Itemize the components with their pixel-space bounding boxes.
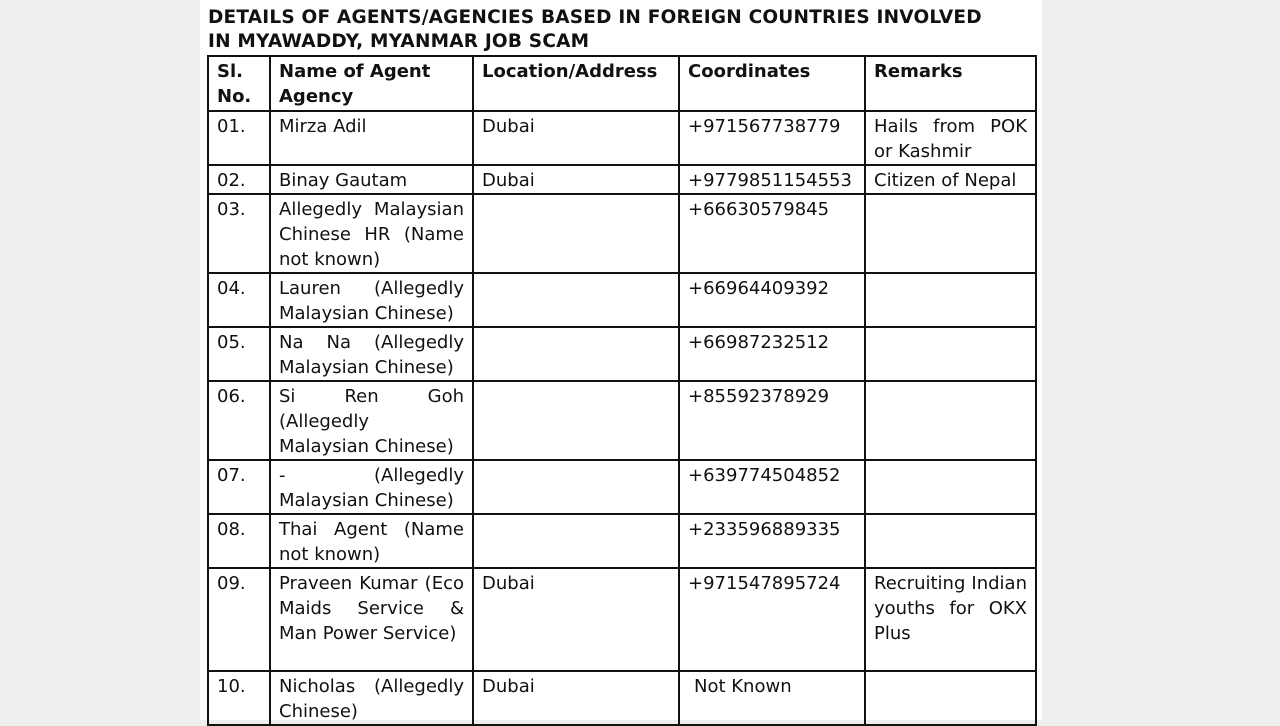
cell-coordinates: Not Known [679, 671, 865, 725]
cell-sl-no: 06. [208, 381, 270, 460]
cell-remarks: Citizen of Nepal [865, 165, 1036, 194]
table-row [208, 165, 1036, 194]
cell-sl-no: 01. [208, 111, 270, 165]
table-row [208, 194, 1036, 273]
agents-table [207, 55, 1037, 726]
header-remarks: Remarks [865, 56, 1036, 111]
cell-remarks [865, 327, 1036, 381]
cell-location: Dubai [473, 671, 679, 725]
cell-coordinates: +9779851154553 [679, 165, 865, 194]
cell-location [473, 381, 679, 460]
title-line-2: IN MYAWADDY, MYANMAR JOB SCAM [208, 31, 590, 52]
cell-sl-no: 10. [208, 671, 270, 725]
cell-name: Si Ren Goh (Allegedly Malaysian Chinese) [270, 381, 473, 460]
cell-location: Dubai [473, 568, 679, 671]
header-coordinates: Coordinates [679, 56, 865, 111]
cell-sl-no: 07. [208, 460, 270, 514]
document-page [200, 0, 1042, 720]
cell-name: Lauren (Allegedly Malaysian Chinese) [270, 273, 473, 327]
cell-coordinates: +639774504852 [679, 460, 865, 514]
cell-remarks: Recruiting Indian youths for OKX Plus [865, 568, 1036, 671]
table-row [208, 568, 1036, 671]
cell-location [473, 194, 679, 273]
cell-coordinates: +66630579845 [679, 194, 865, 273]
cell-coordinates: +971547895724 [679, 568, 865, 671]
title-line-1: DETAILS OF AGENTS/AGENCIES BASED IN FOREIGN COUNTRIES INVOLVED [208, 7, 982, 28]
cell-coordinates: +233596889335 [679, 514, 865, 568]
cell-coordinates: +971567738779 [679, 111, 865, 165]
table-row [208, 460, 1036, 514]
cell-name: Mirza Adil [270, 111, 473, 165]
cell-sl-no: 05. [208, 327, 270, 381]
table-row [208, 327, 1036, 381]
cell-remarks [865, 273, 1036, 327]
cell-remarks [865, 381, 1036, 460]
document-title [208, 6, 1038, 54]
cell-sl-no: 04. [208, 273, 270, 327]
cell-name: Nicholas (Allegedly Chinese) [270, 671, 473, 725]
table-row [208, 111, 1036, 165]
cell-name: Praveen Kumar (Eco Maids Service & Man Power Service) [270, 568, 473, 671]
cell-coordinates: +85592378929 [679, 381, 865, 460]
cell-name: Binay Gautam [270, 165, 473, 194]
header-sl-no: Sl. No. [208, 56, 270, 111]
cell-remarks [865, 514, 1036, 568]
cell-sl-no: 08. [208, 514, 270, 568]
table-row [208, 273, 1036, 327]
cell-location: Dubai [473, 165, 679, 194]
header-location: Location/Address [473, 56, 679, 111]
table-row [208, 671, 1036, 725]
cell-remarks: Hails from POK or Kashmir [865, 111, 1036, 165]
cell-name: Thai Agent (Name not known) [270, 514, 473, 568]
cell-name: Na Na (Allegedly Malaysian Chinese) [270, 327, 473, 381]
table-row [208, 514, 1036, 568]
cell-coordinates: +66964409392 [679, 273, 865, 327]
cell-remarks [865, 194, 1036, 273]
cell-location [473, 460, 679, 514]
cell-location: Dubai [473, 111, 679, 165]
cell-location [473, 514, 679, 568]
cell-coordinates: +66987232512 [679, 327, 865, 381]
cell-name: - (Allegedly Malaysian Chinese) [270, 460, 473, 514]
cell-sl-no: 02. [208, 165, 270, 194]
table-row [208, 381, 1036, 460]
cell-remarks [865, 460, 1036, 514]
header-name: Name of Agent Agency [270, 56, 473, 111]
cell-name: Allegedly Malaysian Chinese HR (Name not known) [270, 194, 473, 273]
cell-location [473, 327, 679, 381]
table-header-row [208, 56, 1036, 111]
cell-location [473, 273, 679, 327]
cell-sl-no: 03. [208, 194, 270, 273]
cell-sl-no: 09. [208, 568, 270, 671]
cell-remarks [865, 671, 1036, 725]
